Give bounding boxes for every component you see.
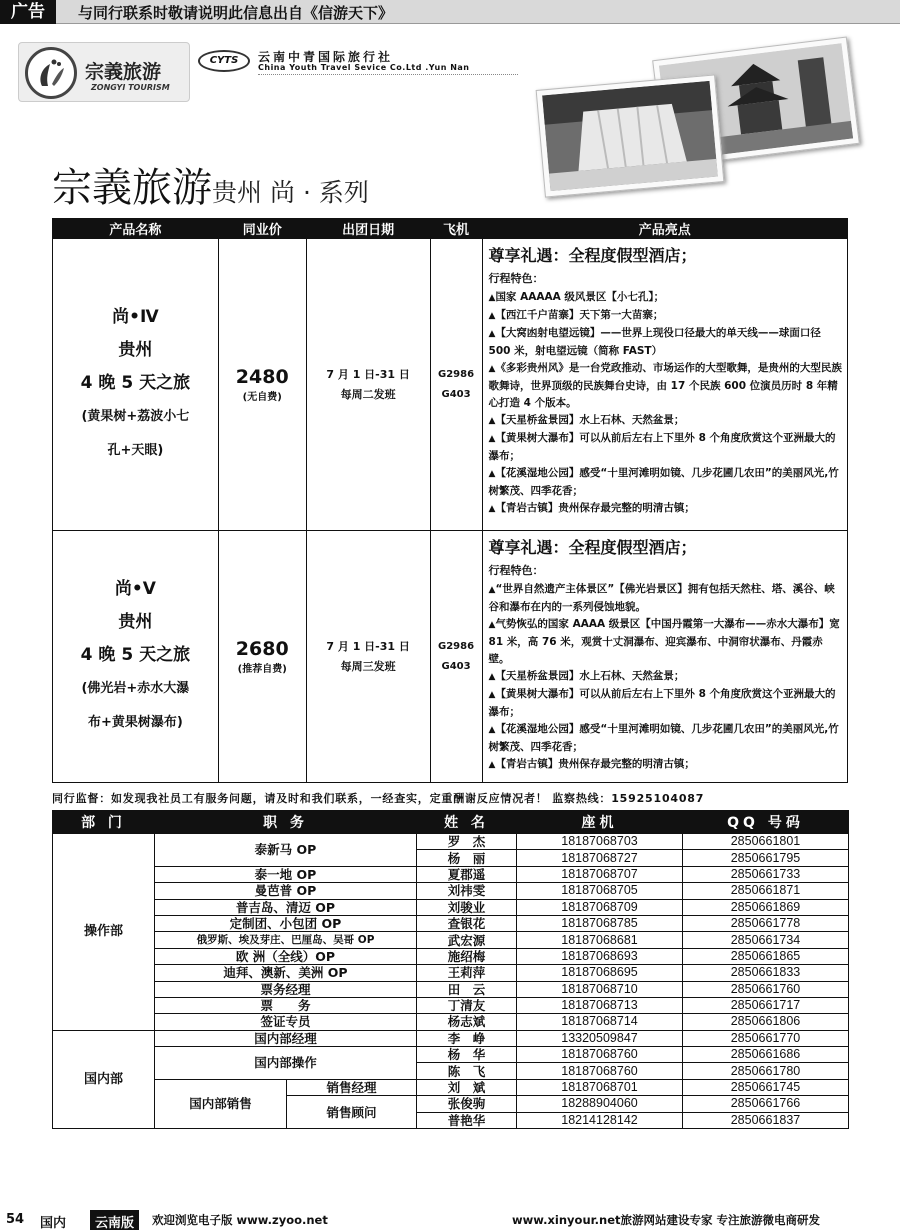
page-number: 54 bbox=[6, 1212, 25, 1227]
qq: 2850661865 bbox=[683, 948, 849, 964]
dept-ops: 操作部 bbox=[53, 834, 155, 1031]
highlight-item: ▲【青岩古镇】贵州保存最完整的明清古镇； bbox=[488, 502, 695, 514]
qq: 2850661760 bbox=[683, 981, 849, 997]
table-row bbox=[53, 1014, 849, 1030]
position: 签证专员 bbox=[155, 1014, 417, 1030]
departure-day: 每周三发班 bbox=[340, 659, 396, 673]
flight-number: G403 bbox=[441, 388, 471, 400]
phone: 18187068695 bbox=[517, 965, 683, 981]
qq: 2850661833 bbox=[683, 965, 849, 981]
dates-cell bbox=[306, 531, 430, 783]
phone: 18187068681 bbox=[517, 932, 683, 948]
price-note: (无自费) bbox=[242, 392, 282, 403]
phone: 18187068709 bbox=[517, 899, 683, 915]
position: 迪拜、澳新、美洲 OP bbox=[155, 965, 417, 981]
price: 2480 bbox=[235, 366, 289, 388]
product-code: 尚•Ⅳ bbox=[112, 307, 159, 327]
phone: 18187068710 bbox=[517, 981, 683, 997]
position: 国内部销售 bbox=[155, 1079, 287, 1128]
departure-day: 每周二发班 bbox=[340, 387, 396, 401]
product-code: 尚•Ⅴ bbox=[114, 579, 156, 599]
dept-domestic: 国内部 bbox=[53, 1030, 155, 1128]
position: 泰一地 OP bbox=[155, 866, 417, 882]
table-row bbox=[53, 1047, 849, 1063]
table-row bbox=[53, 883, 849, 899]
brand-logo-cn: 宗義旅游 bbox=[85, 61, 162, 83]
partner-name-cn: 云南中青国际旅行社 bbox=[258, 50, 394, 64]
bullet-icon: ▲ bbox=[488, 469, 496, 479]
col-phone: 座机 bbox=[517, 811, 683, 834]
section-label: 国内 bbox=[40, 1216, 67, 1230]
price-note: (推荐自费) bbox=[237, 664, 287, 675]
bullet-icon: ▲ bbox=[488, 329, 496, 339]
phone: 18187068714 bbox=[517, 1014, 683, 1030]
table-row bbox=[53, 899, 849, 915]
position: 国内部经理 bbox=[155, 1030, 417, 1046]
flight-cell bbox=[430, 239, 482, 531]
waterfall-photo bbox=[536, 74, 725, 197]
qq: 2850661871 bbox=[683, 883, 849, 899]
highlight-item: ▲【大窝凼射电望远镜】——世界上现役口径最大的单天线——球面口径 500 米，射电望远镜（简称 FAST） bbox=[488, 327, 821, 357]
bullet-icon: ▲ bbox=[488, 585, 496, 595]
flight-number: G2986 bbox=[438, 368, 475, 380]
price: 2680 bbox=[235, 638, 289, 660]
position: 俄罗斯、埃及芽庄、巴厘岛、吴哥 OP bbox=[155, 932, 417, 948]
table-row bbox=[53, 981, 849, 997]
qq: 2850661795 bbox=[683, 850, 849, 866]
staff-name: 陈 飞 bbox=[417, 1063, 517, 1079]
staff-name: 罗 杰 bbox=[417, 834, 517, 850]
highlight-item: ▲【青岩古镇】贵州保存最完整的明清古镇； bbox=[488, 758, 695, 770]
qq: 2850661806 bbox=[683, 1014, 849, 1030]
qq: 2850661780 bbox=[683, 1063, 849, 1079]
staff-name: 杨 丽 bbox=[417, 850, 517, 866]
qq: 2850661745 bbox=[683, 1079, 849, 1095]
phone: 18187068760 bbox=[517, 1047, 683, 1063]
staff-name: 杨 华 bbox=[417, 1047, 517, 1063]
position: 票务经理 bbox=[155, 981, 417, 997]
qq: 2850661837 bbox=[683, 1112, 849, 1128]
staff-table bbox=[52, 810, 849, 1129]
table-row bbox=[53, 932, 849, 948]
product-table bbox=[52, 218, 848, 783]
staff-name: 刘骏业 bbox=[417, 899, 517, 915]
title-brand: 宗義旅游 bbox=[52, 165, 212, 211]
position: 国内部操作 bbox=[155, 1047, 417, 1080]
product-name bbox=[53, 531, 219, 783]
phone: 18187068760 bbox=[517, 1063, 683, 1079]
phone: 18187068713 bbox=[517, 997, 683, 1013]
bullet-icon: ▲ bbox=[488, 416, 496, 426]
col-highlights: 产品亮点 bbox=[482, 219, 847, 239]
position: 票 务 bbox=[155, 997, 417, 1013]
staff-name: 杨志斌 bbox=[417, 1014, 517, 1030]
ad-notice: 与同行联系时敬请说明此信息出自《信游天下》 bbox=[78, 4, 394, 22]
highlight-subtitle: 行程特色： bbox=[488, 272, 544, 285]
qq: 2850661766 bbox=[683, 1096, 849, 1112]
page-title bbox=[52, 156, 369, 213]
ad-bar bbox=[0, 0, 900, 24]
product-route: (佛光岩+赤水大瀑 bbox=[81, 681, 190, 696]
table-row bbox=[53, 997, 849, 1013]
product-region: 贵州 bbox=[118, 612, 153, 632]
qq: 2850661801 bbox=[683, 834, 849, 850]
product-region: 贵州 bbox=[118, 340, 153, 360]
table-row bbox=[53, 915, 849, 931]
highlight-item: ▲《多彩贵州风》是一台党政推动、市场运作的大型歌舞，是贵州的大型民族歌舞诗，世界顶级的民族舞台史诗，由 17 个民族 600 位演员历时 8 年精心打造 4 个版本。 bbox=[488, 362, 842, 409]
highlight-item: ▲【西江千户苗寨】天下第一大苗寨； bbox=[488, 309, 664, 321]
staff-name: 施绍梅 bbox=[417, 948, 517, 964]
staff-name: 夏郡遥 bbox=[417, 866, 517, 882]
product-duration: 4 晚 5 天之旅 bbox=[80, 373, 191, 393]
product-route: 孔+天眼) bbox=[107, 443, 164, 458]
bullet-icon: ▲ bbox=[488, 672, 496, 682]
product-row bbox=[53, 531, 848, 783]
position: 泰新马 OP bbox=[155, 834, 417, 867]
phone: 18187068703 bbox=[517, 834, 683, 850]
highlight-title: 尊享礼遇：全程度假型酒店； bbox=[488, 246, 697, 265]
ad-tag: 广告 bbox=[0, 0, 56, 24]
phone: 18187068785 bbox=[517, 915, 683, 931]
sub-position: 销售顾问 bbox=[287, 1096, 417, 1129]
bullet-icon: ▲ bbox=[488, 434, 496, 444]
table-row bbox=[53, 965, 849, 981]
table-row bbox=[53, 948, 849, 964]
position: 定制团、小包团 OP bbox=[155, 915, 417, 931]
table-row bbox=[53, 866, 849, 882]
phone: 18187068727 bbox=[517, 850, 683, 866]
bullet-icon: ▲ bbox=[488, 364, 496, 374]
highlight-item: ▲【黄果树大瀑布】可以从前后左右上下里外 8 个角度欣赏这个亚洲最大的瀑布； bbox=[488, 432, 836, 462]
supervise-notice: 同行监督：如发现我社员工有服务问题，请及时和我们联系，一经查实，定重酬谢反应情况者！ 监察热线：15925104087 bbox=[52, 792, 705, 805]
highlight-subtitle: 行程特色： bbox=[488, 564, 544, 577]
date-range: 7 月 1 日-31 日 bbox=[326, 639, 410, 653]
qq: 2850661717 bbox=[683, 997, 849, 1013]
col-flight: 飞机 bbox=[430, 219, 482, 239]
highlight-item: ▲【天星桥盆景园】水上石林、天然盆景； bbox=[488, 670, 685, 682]
phone: 18187068701 bbox=[517, 1079, 683, 1095]
highlight-item: ▲气势恢弘的国家 AAAA 级景区【中国丹霞第一大瀑布——赤水大瀑布】宽 81 米，高 76 米，观赏十丈洞瀑布、迎宾瀑布、中洞帘状瀑布、丹霞赤壁。 bbox=[488, 618, 840, 665]
phone: 18214128142 bbox=[517, 1112, 683, 1128]
staff-name: 武宏源 bbox=[417, 932, 517, 948]
bullet-icon: ▲ bbox=[488, 760, 496, 770]
table-row bbox=[53, 1079, 849, 1095]
product-table-header bbox=[53, 219, 848, 239]
qq: 2850661778 bbox=[683, 915, 849, 931]
staff-name: 刘 斌 bbox=[417, 1079, 517, 1095]
phone: 18187068707 bbox=[517, 866, 683, 882]
phone: 13320509847 bbox=[517, 1030, 683, 1046]
price-cell bbox=[218, 239, 306, 531]
bullet-icon: ▲ bbox=[488, 690, 496, 700]
highlight-item: ▲【天星桥盆景园】水上石林、天然盆景； bbox=[488, 414, 685, 426]
qq: 2850661734 bbox=[683, 932, 849, 948]
flight-cell bbox=[430, 531, 482, 783]
highlight-item: ▲【花溪湿地公园】感受“十里河滩明如镜、几步花圃几农田”的美丽风光,竹树繁茂、四季花香； bbox=[488, 723, 839, 753]
highlights-cell bbox=[482, 531, 847, 783]
title-region: 贵州 bbox=[212, 178, 263, 207]
sub-position: 销售经理 bbox=[287, 1079, 417, 1095]
phone: 18288904060 bbox=[517, 1096, 683, 1112]
brand-logo bbox=[18, 42, 190, 102]
product-row bbox=[53, 239, 848, 531]
col-position: 职 务 bbox=[155, 811, 417, 834]
bullet-icon: ▲ bbox=[488, 725, 496, 735]
position: 普吉岛、清迈 OP bbox=[155, 899, 417, 915]
position: 欧 洲（全线）OP bbox=[155, 948, 417, 964]
welcome-link[interactable]: 欢迎浏览电子版 www.zyoo.net bbox=[152, 1213, 328, 1227]
col-name: 姓 名 bbox=[417, 811, 517, 834]
staff-name: 查银花 bbox=[417, 915, 517, 931]
site-link[interactable]: www.xinyour.net旅游网站建设专家 专注旅游微电商研发 bbox=[512, 1213, 821, 1227]
qq: 2850661770 bbox=[683, 1030, 849, 1046]
bullet-icon: ▲ bbox=[488, 620, 496, 630]
product-route: 布+黄果树瀑布) bbox=[87, 715, 183, 730]
bullet-icon: ▲ bbox=[488, 293, 496, 303]
product-name bbox=[53, 239, 219, 531]
staff-name: 李 峥 bbox=[417, 1030, 517, 1046]
bullet-icon: ▲ bbox=[488, 311, 496, 321]
staff-table-header bbox=[53, 811, 849, 834]
price-cell bbox=[218, 531, 306, 783]
staff-name: 刘祎雯 bbox=[417, 883, 517, 899]
dates-cell bbox=[306, 239, 430, 531]
partner-name-en: China Youth Travel Sevice Co.Ltd .Yun Nan bbox=[258, 63, 470, 72]
staff-name: 普艳华 bbox=[417, 1112, 517, 1128]
divider bbox=[258, 74, 518, 77]
phone: 18187068705 bbox=[517, 883, 683, 899]
highlight-item: ▲【花溪湿地公园】感受“十里河滩明如镜、几步花圃几农田”的美丽风光,竹树繁茂、四季花香； bbox=[488, 467, 839, 497]
highlight-item: ▲“世界自然遗产主体景区”【佛光岩景区】拥有包括天然柱、塔、溪谷、峡谷和瀑布在内的一系列侵蚀地貌。 bbox=[488, 583, 835, 613]
col-price: 同业价 bbox=[218, 219, 306, 239]
title-series: 尚 · 系列 bbox=[270, 178, 369, 207]
staff-name: 田 云 bbox=[417, 981, 517, 997]
highlights-cell bbox=[482, 239, 847, 531]
bullet-icon: ▲ bbox=[488, 504, 496, 514]
staff-name: 王莉萍 bbox=[417, 965, 517, 981]
table-row bbox=[53, 1030, 849, 1046]
qq: 2850661686 bbox=[683, 1047, 849, 1063]
qq: 2850661869 bbox=[683, 899, 849, 915]
cyts-logo: CYTS bbox=[198, 50, 250, 72]
phone: 18187068693 bbox=[517, 948, 683, 964]
flight-number: G403 bbox=[441, 660, 471, 672]
date-range: 7 月 1 日-31 日 bbox=[326, 367, 410, 381]
col-dept: 部 门 bbox=[53, 811, 155, 834]
page-footer bbox=[0, 1208, 900, 1230]
col-dates: 出团日期 bbox=[306, 219, 430, 239]
col-qq: QQ 号码 bbox=[683, 811, 849, 834]
product-route: (黄果树+荔波小七 bbox=[81, 409, 190, 424]
staff-name: 张俊驹 bbox=[417, 1096, 517, 1112]
edition-badge: 云南版 bbox=[90, 1210, 139, 1230]
brand-logo-en: ZONGYI TOURISM bbox=[91, 83, 170, 92]
product-duration: 4 晚 5 天之旅 bbox=[80, 645, 191, 665]
highlight-item: ▲国家 AAAAA 级风景区【小七孔】； bbox=[488, 291, 665, 303]
col-product-name: 产品名称 bbox=[53, 219, 219, 239]
qq: 2850661733 bbox=[683, 866, 849, 882]
position: 曼芭普 OP bbox=[155, 883, 417, 899]
table-row bbox=[53, 834, 849, 850]
highlight-title: 尊享礼遇：全程度假型酒店； bbox=[488, 538, 697, 557]
staff-name: 丁清友 bbox=[417, 997, 517, 1013]
flight-number: G2986 bbox=[438, 640, 475, 652]
footprint-icon bbox=[25, 47, 77, 99]
highlight-item: ▲【黄果树大瀑布】可以从前后左右上下里外 8 个角度欣赏这个亚洲最大的瀑布； bbox=[488, 688, 836, 718]
